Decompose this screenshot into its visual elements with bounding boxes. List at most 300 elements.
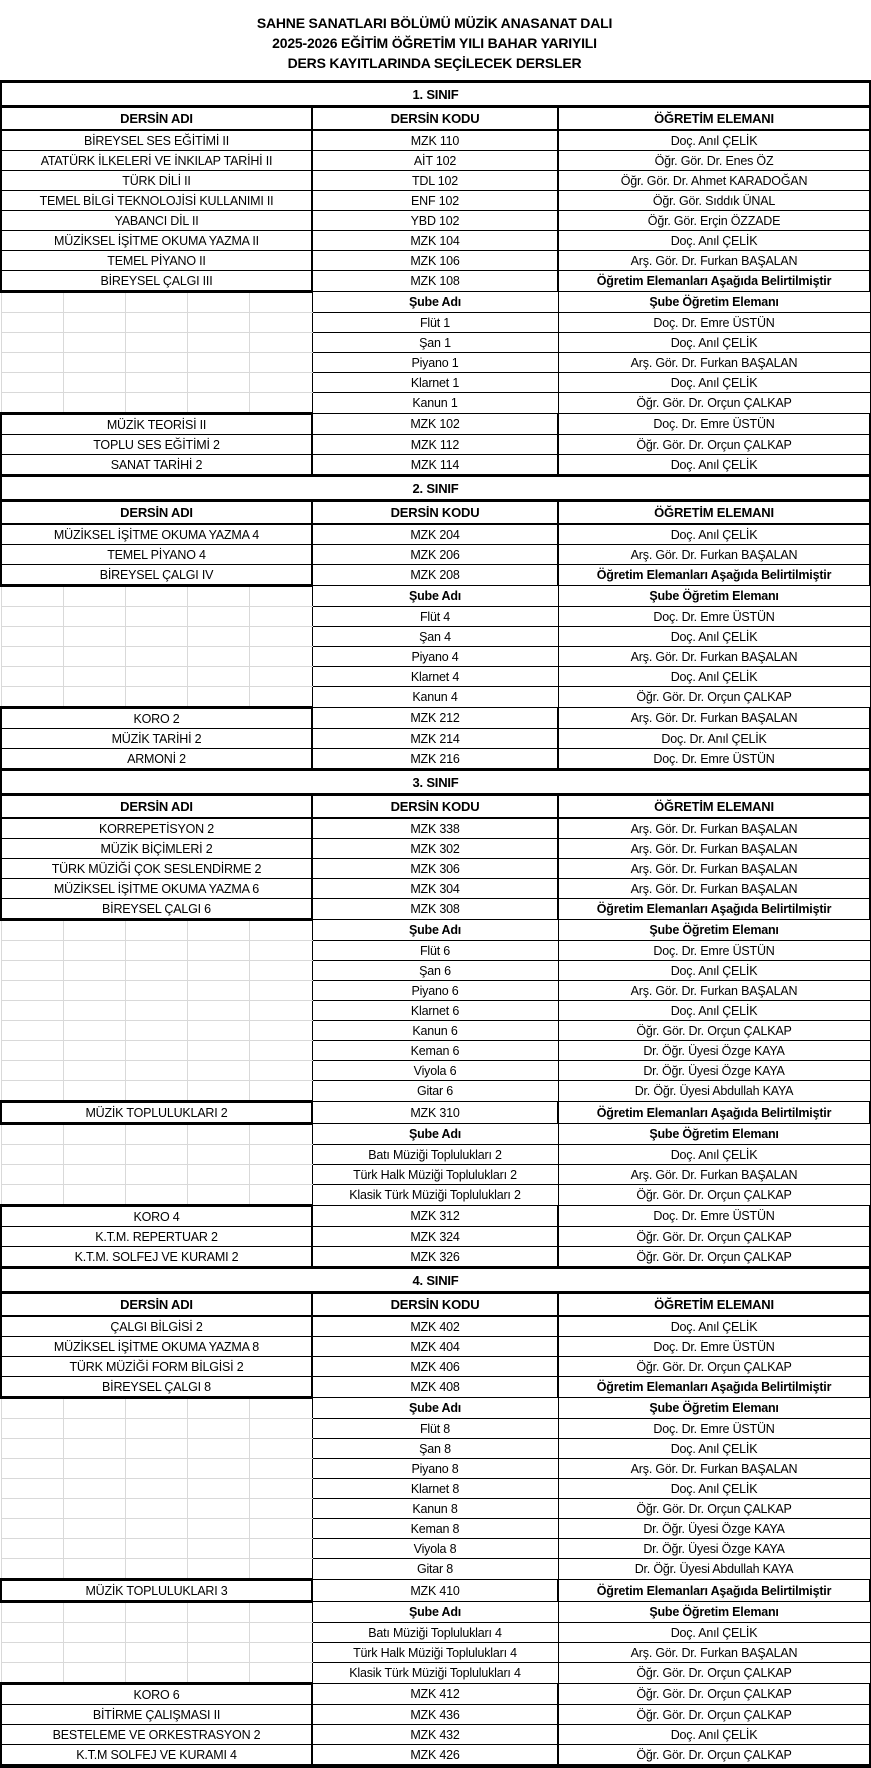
sube-header-row: [1, 920, 870, 941]
sube-row: [1, 627, 870, 647]
column-header-row: [1, 107, 870, 131]
course-instructor-cell: Doç. Anıl ÇELİK: [558, 231, 870, 251]
empty-grid-cell: [126, 667, 188, 686]
course-row: [1, 1337, 870, 1357]
sube-instructor-cell: Dr. Öğr. Üyesi Özge KAYA: [558, 1539, 870, 1559]
empty-grid-cell: [126, 961, 188, 980]
course-name-cell: KORO 2: [1, 708, 312, 729]
empty-grid-cell: [64, 1061, 126, 1080]
course-name-cell: TEMEL PİYANO II: [1, 251, 312, 271]
empty-grid-cell: [126, 1041, 188, 1060]
course-row: [1, 1580, 870, 1602]
empty-grid-cell: [126, 293, 188, 312]
empty-grid-cell: [250, 1165, 311, 1184]
sube-name-header-cell: Şube Adı: [312, 292, 558, 313]
sube-row: [1, 1623, 870, 1643]
empty-grid-area: [1, 373, 312, 393]
empty-grid-cell: [250, 647, 311, 666]
empty-grid-cell: [188, 961, 250, 980]
sube-instructor-cell: Arş. Gör. Dr. Furkan BAŞALAN: [558, 353, 870, 373]
course-code-cell: MZK 432: [312, 1725, 558, 1745]
empty-grid-cell: [2, 961, 64, 980]
course-instructor-cell: Doç. Dr. Emre ÜSTÜN: [558, 1206, 870, 1227]
empty-grid-cell: [2, 1663, 64, 1682]
sube-instructor-cell: Öğr. Gör. Dr. Orçun ÇALKAP: [558, 687, 870, 708]
empty-grid-area: [1, 1663, 312, 1684]
empty-grid-cell: [250, 1499, 311, 1518]
excel-gridlines: [2, 1145, 312, 1164]
course-code-cell: MZK 208: [312, 565, 558, 586]
sube-instructor-cell: Dr. Öğr. Üyesi Özge KAYA: [558, 1041, 870, 1061]
empty-grid-cell: [64, 607, 126, 626]
empty-grid-cell: [126, 1165, 188, 1184]
title-line-subject: DERS KAYITLARINDA SEÇİLECEK DERSLER: [287, 55, 582, 71]
empty-grid-cell: [2, 373, 64, 392]
empty-grid-cell: [126, 1399, 188, 1418]
empty-grid-cell: [188, 667, 250, 686]
empty-grid-cell: [126, 1559, 188, 1578]
empty-grid-cell: [2, 687, 64, 706]
course-row: [1, 130, 870, 151]
empty-grid-cell: [250, 1061, 311, 1080]
course-selection-table: [0, 80, 871, 1768]
empty-grid-area: [1, 1519, 312, 1539]
course-instructor-cell: Doç. Anıl ÇELİK: [558, 130, 870, 151]
empty-grid-cell: [2, 607, 64, 626]
course-row: [1, 1725, 870, 1745]
section-band: [1, 82, 870, 107]
empty-grid-cell: [2, 941, 64, 960]
empty-grid-area: [1, 1643, 312, 1663]
empty-grid-cell: [64, 373, 126, 392]
section-label: 1. SINIF: [1, 82, 870, 107]
sube-header-row: [1, 292, 870, 313]
excel-gridlines: [2, 627, 312, 646]
empty-grid-cell: [126, 1125, 188, 1144]
course-instructor-cell: Öğretim Elemanları Aşağıda Belirtilmiştir: [558, 1377, 870, 1398]
empty-grid-cell: [64, 627, 126, 646]
course-name-cell: MÜZİKSEL İŞİTME OKUMA YAZMA 4: [1, 524, 312, 545]
empty-grid-area: [1, 313, 312, 333]
empty-grid-cell: [126, 1081, 188, 1100]
course-code-cell: MZK 326: [312, 1247, 558, 1268]
course-code-cell: MZK 112: [312, 435, 558, 455]
sube-name-cell: Şan 8: [312, 1439, 558, 1459]
course-code-cell: MZK 108: [312, 271, 558, 292]
empty-grid-cell: [2, 587, 64, 606]
empty-grid-cell: [250, 333, 311, 352]
empty-grid-cell: [64, 1623, 126, 1642]
empty-grid-cell: [188, 627, 250, 646]
empty-grid-area: [1, 586, 312, 607]
empty-grid-cell: [250, 921, 311, 940]
course-row: [1, 524, 870, 545]
empty-grid-area: [1, 1398, 312, 1419]
empty-grid-cell: [250, 1399, 311, 1418]
sube-instructor-cell: Öğr. Gör. Dr. Orçun ÇALKAP: [558, 1499, 870, 1519]
empty-grid-cell: [2, 1145, 64, 1164]
empty-grid-cell: [2, 981, 64, 1000]
sube-instructor-cell: Doç. Anıl ÇELİK: [558, 667, 870, 687]
course-instructor-cell: Arş. Gör. Dr. Furkan BAŞALAN: [558, 545, 870, 565]
empty-grid-cell: [126, 1439, 188, 1458]
empty-grid-area: [1, 1479, 312, 1499]
empty-grid-cell: [2, 313, 64, 332]
empty-grid-cell: [126, 647, 188, 666]
course-row: [1, 859, 870, 879]
empty-grid-cell: [250, 1663, 311, 1682]
course-name-cell: K.T.M. REPERTUAR 2: [1, 1227, 312, 1247]
sube-row: [1, 687, 870, 708]
empty-grid-cell: [188, 1663, 250, 1682]
empty-grid-cell: [2, 1021, 64, 1040]
excel-gridlines: [2, 1663, 312, 1682]
empty-grid-cell: [250, 1041, 311, 1060]
empty-grid-cell: [250, 587, 311, 606]
sube-row: [1, 1001, 870, 1021]
empty-grid-cell: [126, 1419, 188, 1438]
excel-gridlines: [2, 1185, 312, 1204]
sube-instructor-cell: Doç. Dr. Emre ÜSTÜN: [558, 1419, 870, 1439]
empty-grid-cell: [250, 687, 311, 706]
title-line-department: SAHNE SANATLARI BÖLÜMÜ MÜZİK ANASANAT DALI: [256, 15, 613, 31]
empty-grid-cell: [126, 1603, 188, 1622]
course-code-cell: MZK 104: [312, 231, 558, 251]
course-name-cell: MÜZİK TEORİSİ II: [1, 414, 312, 435]
excel-gridlines: [2, 1519, 312, 1538]
excel-gridlines: [2, 1081, 312, 1100]
sube-instructor-cell: Doç. Anıl ÇELİK: [558, 1479, 870, 1499]
empty-grid-cell: [188, 1125, 250, 1144]
course-name-cell: BİREYSEL SES EĞİTİMİ II: [1, 130, 312, 151]
sube-name-cell: Flüt 4: [312, 607, 558, 627]
course-instructor-cell: Öğr. Gör. Dr. Orçun ÇALKAP: [558, 1357, 870, 1377]
empty-grid-cell: [188, 1603, 250, 1622]
empty-grid-cell: [2, 1643, 64, 1662]
course-name-cell: ÇALGI BİLGİSİ 2: [1, 1316, 312, 1337]
col-header-course-code: DERSİN KODU: [312, 1293, 558, 1317]
sube-name-cell: Türk Halk Müziği Toplulukları 4: [312, 1643, 558, 1663]
course-name-cell: MÜZİK BİÇİMLERİ 2: [1, 839, 312, 859]
col-header-course-name: DERSİN ADI: [1, 795, 312, 819]
empty-grid-cell: [2, 627, 64, 646]
sube-instructor-cell: Doç. Anıl ÇELİK: [558, 373, 870, 393]
course-code-cell: MZK 306: [312, 859, 558, 879]
section-label: 4. SINIF: [1, 1268, 870, 1293]
sube-name-cell: Şan 1: [312, 333, 558, 353]
empty-grid-cell: [250, 1185, 311, 1204]
empty-grid-cell: [250, 981, 311, 1000]
empty-grid-cell: [126, 373, 188, 392]
empty-grid-cell: [64, 1539, 126, 1558]
empty-grid-cell: [126, 1021, 188, 1040]
sube-header-row: [1, 1398, 870, 1419]
empty-grid-cell: [64, 1165, 126, 1184]
course-row: [1, 1357, 870, 1377]
sube-row: [1, 313, 870, 333]
sube-row: [1, 1021, 870, 1041]
sube-instructor-cell: Öğr. Gör. Dr. Orçun ÇALKAP: [558, 393, 870, 414]
course-instructor-cell: Doç. Anıl ÇELİK: [558, 1725, 870, 1745]
course-instructor-cell: Arş. Gör. Dr. Furkan BAŞALAN: [558, 708, 870, 729]
empty-grid-cell: [64, 1663, 126, 1682]
empty-grid-cell: [188, 1165, 250, 1184]
excel-gridlines: [2, 1399, 312, 1418]
empty-grid-cell: [188, 1021, 250, 1040]
empty-grid-cell: [64, 393, 126, 412]
excel-gridlines: [2, 647, 312, 666]
sube-header-row: [1, 586, 870, 607]
empty-grid-cell: [64, 1185, 126, 1204]
empty-grid-cell: [64, 293, 126, 312]
empty-grid-cell: [250, 1539, 311, 1558]
empty-grid-cell: [188, 941, 250, 960]
sube-name-cell: Keman 6: [312, 1041, 558, 1061]
empty-grid-cell: [250, 627, 311, 646]
sube-instructor-cell: Doç. Anıl ÇELİK: [558, 333, 870, 353]
empty-grid-cell: [2, 1041, 64, 1060]
col-header-course-code: DERSİN KODU: [312, 501, 558, 525]
course-name-cell: TÜRK MÜZİĞİ FORM BİLGİSİ 2: [1, 1357, 312, 1377]
section-band: [1, 1268, 870, 1293]
course-instructor-cell: Öğretim Elemanları Aşağıda Belirtilmiştir: [558, 1102, 870, 1124]
empty-grid-cell: [64, 1499, 126, 1518]
empty-grid-cell: [2, 1539, 64, 1558]
empty-grid-area: [1, 981, 312, 1001]
course-instructor-cell: Öğretim Elemanları Aşağıda Belirtilmiştir: [558, 565, 870, 586]
course-name-cell: TEMEL PİYANO 4: [1, 545, 312, 565]
empty-grid-cell: [188, 1559, 250, 1578]
col-header-course-name: DERSİN ADI: [1, 1293, 312, 1317]
sube-row: [1, 1061, 870, 1081]
course-row: [1, 1227, 870, 1247]
empty-grid-area: [1, 920, 312, 941]
col-header-instructor: ÖĞRETİM ELEMANI: [558, 1293, 870, 1317]
course-instructor-cell: Öğr. Gör. Dr. Orçun ÇALKAP: [558, 435, 870, 455]
course-code-cell: MZK 110: [312, 130, 558, 151]
sube-instructor-cell: Doç. Anıl ÇELİK: [558, 1623, 870, 1643]
excel-gridlines: [2, 393, 312, 412]
empty-grid-cell: [64, 1643, 126, 1662]
empty-grid-area: [1, 1124, 312, 1145]
sube-instructor-cell: Doç. Dr. Emre ÜSTÜN: [558, 607, 870, 627]
sube-instructor-cell: Arş. Gör. Dr. Furkan BAŞALAN: [558, 981, 870, 1001]
course-name-cell: YABANCI DİL II: [1, 211, 312, 231]
empty-grid-cell: [126, 607, 188, 626]
empty-grid-cell: [188, 333, 250, 352]
course-code-cell: MZK 302: [312, 839, 558, 859]
course-name-cell: BİREYSEL ÇALGI 8: [1, 1377, 312, 1398]
empty-grid-cell: [250, 1125, 311, 1144]
empty-grid-area: [1, 941, 312, 961]
sube-row: [1, 607, 870, 627]
empty-grid-cell: [126, 1539, 188, 1558]
empty-grid-cell: [250, 607, 311, 626]
course-instructor-cell: Öğr. Gör. Dr. Enes ÖZ: [558, 151, 870, 171]
course-row: [1, 1377, 870, 1398]
empty-grid-cell: [188, 1539, 250, 1558]
empty-grid-area: [1, 1001, 312, 1021]
sube-row: [1, 1439, 870, 1459]
section-band: [1, 476, 870, 501]
empty-grid-cell: [188, 353, 250, 372]
empty-grid-cell: [126, 393, 188, 412]
course-instructor-cell: Öğr. Gör. Dr. Orçun ÇALKAP: [558, 1227, 870, 1247]
excel-gridlines: [2, 981, 312, 1000]
empty-grid-cell: [126, 1479, 188, 1498]
empty-grid-area: [1, 1061, 312, 1081]
empty-grid-cell: [126, 313, 188, 332]
course-row: [1, 211, 870, 231]
excel-gridlines: [2, 373, 312, 392]
column-header-row: [1, 501, 870, 525]
empty-grid-cell: [126, 921, 188, 940]
empty-grid-cell: [126, 1061, 188, 1080]
empty-grid-cell: [250, 1603, 311, 1622]
excel-gridlines: [2, 1479, 312, 1498]
sube-name-cell: Batı Müziği Toplulukları 4: [312, 1623, 558, 1643]
empty-grid-cell: [188, 1081, 250, 1100]
empty-grid-cell: [188, 1519, 250, 1538]
empty-grid-cell: [188, 1459, 250, 1478]
sube-header-row: [1, 1124, 870, 1145]
empty-grid-cell: [64, 1479, 126, 1498]
empty-grid-cell: [2, 1081, 64, 1100]
course-instructor-cell: Arş. Gör. Dr. Furkan BAŞALAN: [558, 251, 870, 271]
excel-gridlines: [2, 941, 312, 960]
excel-gridlines: [2, 313, 312, 332]
empty-grid-cell: [188, 607, 250, 626]
course-name-cell: ARMONİ 2: [1, 749, 312, 770]
excel-gridlines: [2, 1419, 312, 1438]
sube-row: [1, 1539, 870, 1559]
course-code-cell: MZK 402: [312, 1316, 558, 1337]
sube-row: [1, 1479, 870, 1499]
course-instructor-cell: Öğretim Elemanları Aşağıda Belirtilmiştir: [558, 271, 870, 292]
sube-instructor-cell: Doç. Anıl ÇELİK: [558, 627, 870, 647]
course-row: [1, 545, 870, 565]
document-title: [0, 0, 869, 80]
course-row: [1, 191, 870, 211]
course-code-cell: MZK 102: [312, 414, 558, 435]
empty-grid-cell: [188, 373, 250, 392]
course-row: [1, 565, 870, 586]
excel-gridlines: [2, 1643, 312, 1662]
course-row: [1, 749, 870, 770]
empty-grid-area: [1, 1459, 312, 1479]
course-name-cell: BİREYSEL ÇALGI III: [1, 271, 312, 292]
empty-grid-cell: [2, 1185, 64, 1204]
sube-row: [1, 981, 870, 1001]
title-line-term: 2025-2026 EĞİTİM ÖĞRETİM YILI BAHAR YARIYILI: [272, 35, 597, 51]
excel-gridlines: [2, 1559, 312, 1578]
course-name-cell: BİREYSEL ÇALGI 6: [1, 899, 312, 920]
sube-row: [1, 961, 870, 981]
empty-grid-cell: [250, 961, 311, 980]
sube-name-cell: Klasik Türk Müziği Toplulukları 2: [312, 1185, 558, 1206]
course-instructor-cell: Arş. Gör. Dr. Furkan BAŞALAN: [558, 839, 870, 859]
excel-gridlines: [2, 1165, 312, 1184]
empty-grid-cell: [2, 647, 64, 666]
sube-name-cell: Kanun 6: [312, 1021, 558, 1041]
empty-grid-cell: [64, 313, 126, 332]
course-instructor-cell: Doç. Dr. Emre ÜSTÜN: [558, 414, 870, 435]
sube-instructor-header-cell: Şube Öğretim Elemanı: [558, 920, 870, 941]
empty-grid-cell: [2, 353, 64, 372]
course-code-cell: MZK 426: [312, 1745, 558, 1767]
empty-grid-area: [1, 1439, 312, 1459]
sube-name-cell: Kanun 8: [312, 1499, 558, 1519]
empty-grid-cell: [64, 333, 126, 352]
sube-row: [1, 1185, 870, 1206]
empty-grid-area: [1, 333, 312, 353]
course-row: [1, 708, 870, 729]
course-table-body: [1, 82, 870, 1767]
sube-row: [1, 1499, 870, 1519]
empty-grid-area: [1, 607, 312, 627]
course-instructor-cell: Arş. Gör. Dr. Furkan BAŞALAN: [558, 859, 870, 879]
empty-grid-cell: [188, 1439, 250, 1458]
course-row: [1, 879, 870, 899]
course-name-cell: MÜZİK TOPLULUKLARI 3: [1, 1580, 312, 1602]
course-row: [1, 729, 870, 749]
col-header-course-code: DERSİN KODU: [312, 795, 558, 819]
empty-grid-area: [1, 1041, 312, 1061]
sube-instructor-cell: Arş. Gör. Dr. Furkan BAŞALAN: [558, 647, 870, 667]
sube-row: [1, 1519, 870, 1539]
excel-gridlines: [2, 587, 312, 606]
course-row: [1, 414, 870, 435]
course-name-cell: BESTELEME VE ORKESTRASYON 2: [1, 1725, 312, 1745]
sube-row: [1, 1041, 870, 1061]
empty-grid-cell: [188, 1623, 250, 1642]
empty-grid-cell: [64, 1021, 126, 1040]
empty-grid-cell: [64, 1001, 126, 1020]
empty-grid-cell: [188, 313, 250, 332]
sube-row: [1, 373, 870, 393]
empty-grid-cell: [2, 393, 64, 412]
empty-grid-cell: [126, 333, 188, 352]
empty-grid-cell: [2, 1623, 64, 1642]
sube-name-cell: Gitar 6: [312, 1081, 558, 1102]
course-row: [1, 231, 870, 251]
empty-grid-cell: [2, 1479, 64, 1498]
course-code-cell: MZK 304: [312, 879, 558, 899]
sube-row: [1, 1663, 870, 1684]
empty-grid-cell: [188, 587, 250, 606]
sube-row: [1, 1643, 870, 1663]
excel-gridlines: [2, 1041, 312, 1060]
empty-grid-cell: [2, 1603, 64, 1622]
empty-grid-cell: [126, 941, 188, 960]
empty-grid-cell: [126, 1663, 188, 1682]
course-instructor-cell: Öğr. Gör. Sıddık ÜNAL: [558, 191, 870, 211]
empty-grid-cell: [188, 1145, 250, 1164]
course-name-cell: BİTİRME ÇALIŞMASI II: [1, 1705, 312, 1725]
empty-grid-cell: [250, 1519, 311, 1538]
empty-grid-cell: [2, 1439, 64, 1458]
course-code-cell: MZK 412: [312, 1684, 558, 1705]
empty-grid-cell: [250, 941, 311, 960]
empty-grid-cell: [2, 1499, 64, 1518]
empty-grid-cell: [250, 373, 311, 392]
empty-grid-area: [1, 961, 312, 981]
sube-row: [1, 1081, 870, 1102]
column-header-row: [1, 1293, 870, 1317]
empty-grid-cell: [250, 1623, 311, 1642]
col-header-instructor: ÖĞRETİM ELEMANI: [558, 107, 870, 131]
course-instructor-cell: Arş. Gör. Dr. Furkan BAŞALAN: [558, 818, 870, 839]
